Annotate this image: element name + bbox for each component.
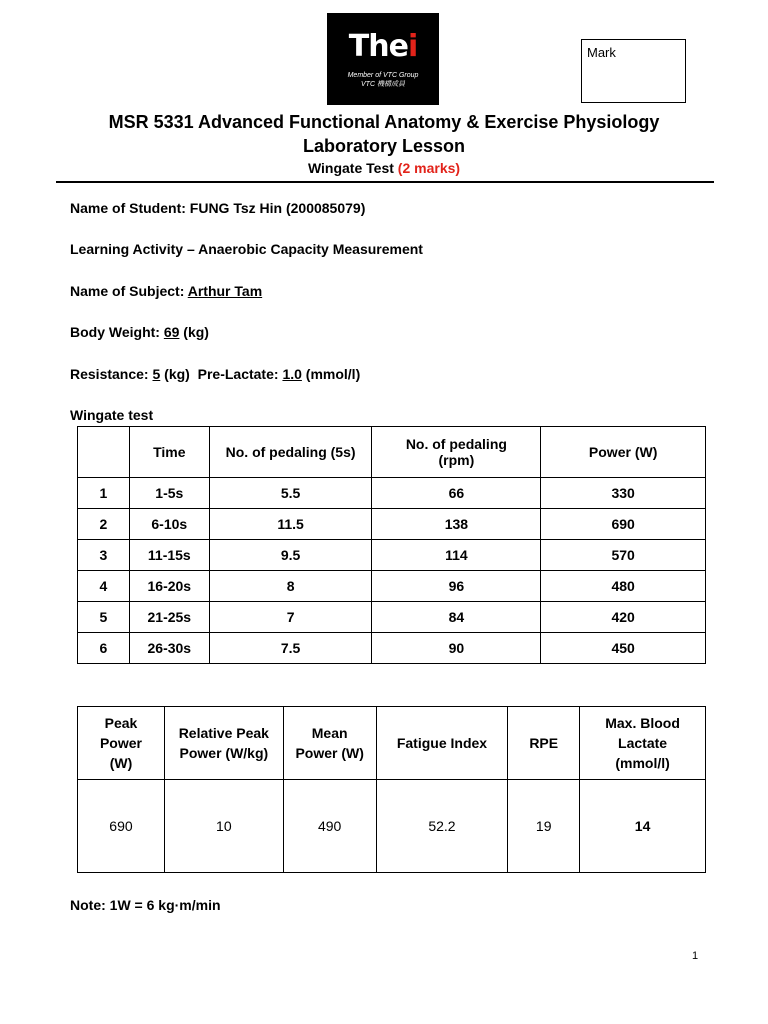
table-cell: 138	[372, 509, 541, 540]
header-divider	[56, 181, 714, 183]
learning-activity: Learning Activity – Anaerobic Capacity Measurement	[70, 241, 423, 257]
student-name: Name of Student: FUNG Tsz Hin (200085079)	[70, 200, 366, 216]
table-row	[78, 509, 706, 540]
header-cell: Mean Power (W)	[283, 707, 376, 780]
wingate-heading: Wingate test	[70, 407, 154, 423]
header-cell: Fatigue Index	[376, 707, 508, 780]
table-cell: 6-10s	[129, 509, 209, 540]
table-cell: 84	[372, 602, 541, 633]
test-title: Wingate Test (2 marks)	[307, 160, 461, 176]
table-row	[78, 540, 706, 571]
unit-note: Note: 1W = 6 kg·m/min	[70, 897, 221, 913]
table-cell: 3	[78, 540, 130, 571]
mark-box	[581, 39, 686, 103]
table-cell: 11.5	[209, 509, 372, 540]
table-cell: 9.5	[209, 540, 372, 571]
mean-power-value: 490	[283, 780, 376, 873]
header-cell	[78, 427, 130, 478]
subject-name: Name of Subject: Arthur Tam	[70, 283, 263, 299]
table-cell: 450	[541, 633, 706, 664]
header-cell: Power (W)	[541, 427, 706, 478]
table-row	[78, 633, 706, 664]
table-cell: 26-30s	[129, 633, 209, 664]
max-lactate-value: 14	[580, 780, 706, 873]
header-cell: No. of pedaling (rpm)	[372, 427, 541, 478]
table-cell: 1	[78, 478, 130, 509]
marks-label: (2 marks)	[397, 160, 461, 176]
course-title: MSR 5331 Advanced Functional Anatomy & Exercise Physiology	[108, 112, 660, 132]
page-number: 1	[692, 950, 699, 962]
header-cell: Relative Peak Power (W/kg)	[164, 707, 283, 780]
table-row	[78, 571, 706, 602]
table-cell: 90	[372, 633, 541, 664]
table-cell: 8	[209, 571, 372, 602]
header-cell: Time	[129, 427, 209, 478]
table-cell: 5.5	[209, 478, 372, 509]
table-row	[78, 602, 706, 633]
table-cell: 11-15s	[129, 540, 209, 571]
table-cell: 690	[541, 509, 706, 540]
thei-logo	[327, 13, 439, 105]
table-cell: 420	[541, 602, 706, 633]
summary-header-row	[78, 707, 706, 780]
header-cell: Max. Blood Lactate (mmol/l)	[580, 707, 706, 780]
resistance-lactate: Resistance: 5 (kg) Pre-Lactate: 1.0 (mmol/l)	[70, 366, 361, 382]
table-cell: 114	[372, 540, 541, 571]
table-cell: 5	[78, 602, 130, 633]
lesson-title: Laboratory Lesson	[302, 136, 466, 156]
table-cell: 330	[541, 478, 706, 509]
table-row	[78, 478, 706, 509]
summary-table	[77, 706, 706, 873]
header-cell: No. of pedaling (5s)	[209, 427, 372, 478]
body-weight: Body Weight: 69 (kg)	[70, 324, 209, 340]
table-cell: 7	[209, 602, 372, 633]
table-header-row	[78, 427, 706, 478]
table-cell: 6	[78, 633, 130, 664]
header-cell: RPE	[508, 707, 580, 780]
table-cell: 480	[541, 571, 706, 602]
logo-tagline: Member of VTC Group VTC 機構成員	[347, 72, 419, 88]
summary-value-row	[78, 780, 706, 873]
relative-peak-power-value: 10	[164, 780, 283, 873]
table-cell: 7.5	[209, 633, 372, 664]
header-cell: Peak Power (W)	[78, 707, 165, 780]
table-cell: 2	[78, 509, 130, 540]
table-cell: 570	[541, 540, 706, 571]
table-cell: 21-25s	[129, 602, 209, 633]
table-cell: 1-5s	[129, 478, 209, 509]
rpe-value: 19	[508, 780, 580, 873]
table-cell: 66	[372, 478, 541, 509]
table-cell: 96	[372, 571, 541, 602]
logo-wordmark: Thei	[348, 29, 418, 64]
mark-label: Mark	[587, 45, 616, 60]
wingate-table	[77, 426, 706, 664]
table-cell: 16-20s	[129, 571, 209, 602]
table-cell: 4	[78, 571, 130, 602]
peak-power-value: 690	[78, 780, 165, 873]
fatigue-index-value: 52.2	[376, 780, 508, 873]
